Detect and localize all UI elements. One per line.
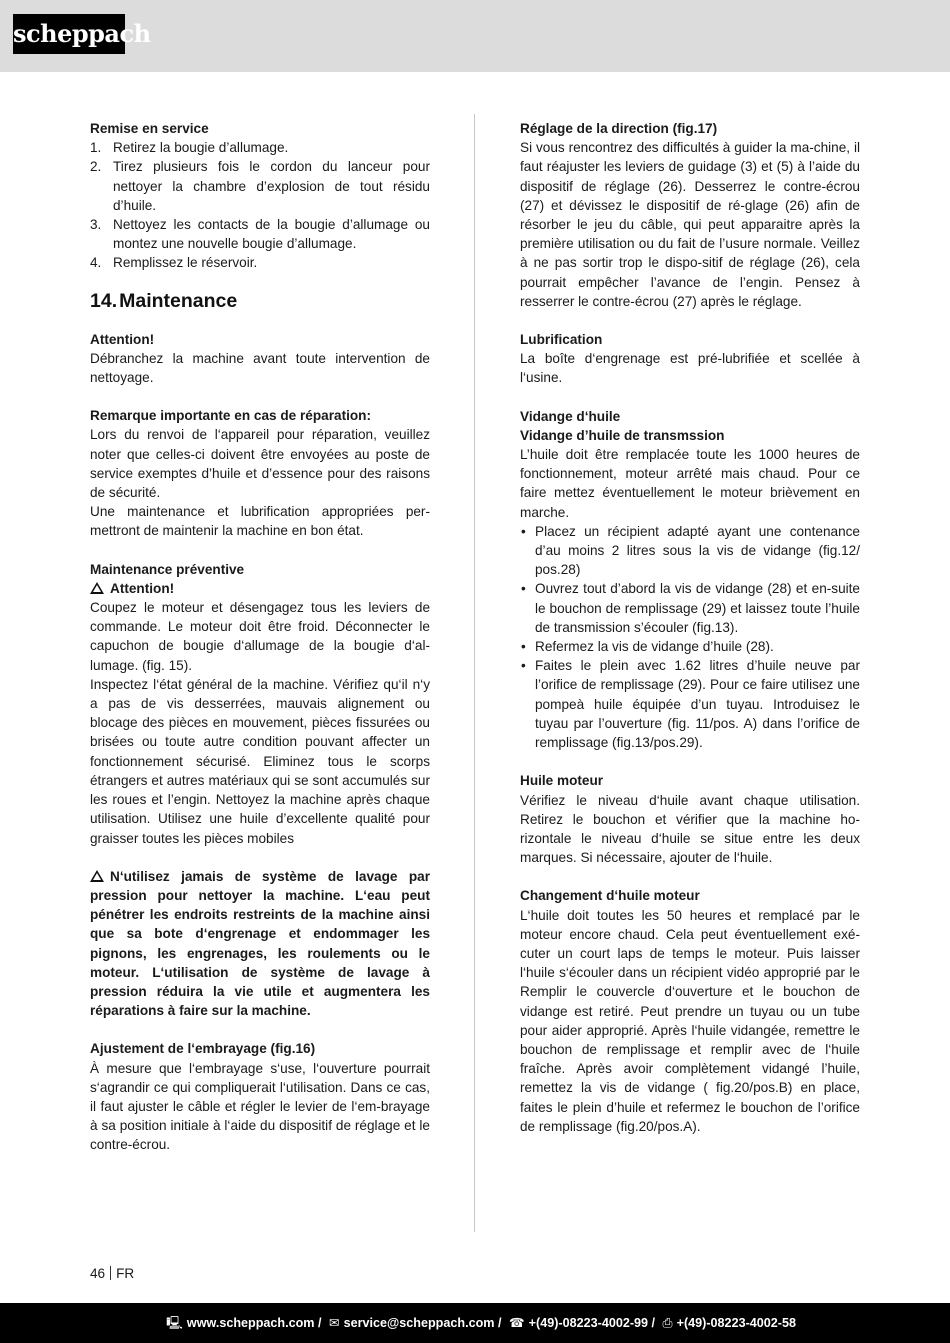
footer-website[interactable]: www.scheppach.com / — [186, 1316, 322, 1330]
page-header — [0, 0, 950, 72]
footer-email[interactable]: service@scheppach.com / — [343, 1316, 502, 1330]
huile-moteur-text: Vérifiez le niveau d‘huile avant chaque utilisation. Retirez le bouchon et vérifier que la machine ho-rizontale le niveau d‘huile se situe entre les deux marques. Si nécessaire, ajouter de l‘huile. — [520, 792, 860, 866]
page-footer — [0, 1303, 950, 1343]
direction-heading: Réglage de la direction (fig.17) — [520, 121, 718, 136]
remarque-text: Lors du renvoi de l‘appareil pour réparation, veuillez noter que celles-ci doivent être envoyées au poste de service exemptes d’huile et d’essence pour des raisons de sécurité. — [90, 427, 430, 501]
list-item: • Ouvrez tout d’abord la vis de vidange (28) et en-suite le bouchon de remplissage (29) et laissez toute l’huile de transmission s’écouler (fig.13). — [520, 579, 860, 637]
list-item: 2. Tirez plusieurs fois le cordon du lanceur pour nettoyer la chambre d’explosion de tout résidu d’huile. — [90, 159, 430, 213]
pressure-wash-warning: N‘utilisez jamais de système de lavage par pression pour nettoyer la machine. L‘eau peut pénétrer les endroits restreints de la machine ainsi que sa bote d‘engrenage et endommager les pignons, les engrenages, les roulements ou le moteur. L‘utilisation de système de lavage à pression réduira la vie utile et augmentera les réparations à faire sur la machine. — [90, 868, 430, 1019]
lubrification-text: La boîte d‘engrenage est pré-lubrifiée et scellée à l‘usine. — [520, 351, 860, 386]
email-icon: ✉ — [329, 1316, 340, 1330]
remise-list — [90, 138, 430, 272]
list-item: • Faites le plein avec 1.62 litres d’huile neuve par l’orifice de remplissage (29). Pour ce faire utilisez une pompeà huile équipée d’un tuyau. Introduisez le tuyau par l’ouverture (fig. 11/pos. A) dans l’orifice de remplissage (fig.13/pos.29). — [520, 656, 860, 752]
vidange-subheading: Vidange d’huile de transmssion — [520, 427, 725, 443]
warning-heading: Attention! — [90, 579, 430, 598]
changement-text: L‘huile doit toutes les 50 heures et remplacé par le moteur encore chaud. Cela peut éventuellement exé-cuter un court laps de temps le moteur. Puis laisser l‘huile s‘écouler dans un récipient vidéo approprié par le Remplir le couvercle d‘ouverture et le bouchon de vidange est retiré. Peut prendre un tuyau ou un tube pour aider approprié. Après l‘huile vidangée, remettre le bouchon de remplissage et remplir avec de l‘huile fraîche. Après avoir complètement vidangé l’huile, remettez la vis de vidange ( fig.20/pos.B) en place, faites le plein d’huile et refermez le bouchon de l’orifice de remplissage (fig.20/pos.A). — [520, 907, 860, 1134]
maintenance-preventive-heading: Maintenance préventive — [90, 561, 245, 577]
bullet: • — [521, 523, 526, 539]
attention-text: Débranchez la machine avant toute intervention de nettoyage. — [90, 350, 430, 386]
list-item: 1. Retirez la bougie d’allumage. — [90, 140, 289, 156]
column-divider — [474, 114, 475, 1232]
list-item: 4. Remplissez le réservoir. — [90, 255, 258, 271]
remise-heading: Remise en service — [90, 121, 209, 136]
vidange-heading: Vidange d‘huile — [520, 408, 621, 424]
footer-fax: +(49)-08223-4002-58 — [676, 1316, 796, 1330]
bullet: • — [521, 658, 526, 674]
vidange-list — [520, 522, 860, 752]
embrayage-heading: Ajustement de l‘embrayage (fig.16) — [90, 1041, 316, 1057]
embrayage-text: À mesure que l‘embrayage s‘use, l‘ouverture pourrait s‘agrandir ce qui compliquerait l‘utilisation. Dans ce cas, il faut ajuster le câble et régler le levier de l‘em-brayage à sa position initiale à l‘aide du dispositif de réglage et le contre-écrou. — [90, 1060, 430, 1153]
page-number: 46 FR — [90, 1266, 135, 1281]
warning-triangle-icon — [90, 582, 104, 594]
section-heading: 14. Maintenance — [90, 289, 238, 312]
huile-moteur-heading: Huile moteur — [520, 773, 604, 789]
list-item: • Placez un récipient adapté ayant une contenance d’au moins 2 litres sous la vis de vidange (fig.12/ pos.28) — [520, 522, 860, 580]
scheppach-logo: scheppach — [13, 14, 125, 54]
list-item: 3. Nettoyez les contacts de la bougie d’allumage ou montez une nouvelle bougie d’allumage. — [90, 217, 430, 252]
footer-phone: +(49)-08223-4002-99 / — [528, 1316, 656, 1330]
remarque-heading: Remarque importante en cas de réparation: — [90, 408, 372, 424]
list-item: • Refermez la vis de vidange d’huile (28). — [520, 637, 860, 656]
attention-heading: Attention! — [90, 331, 155, 347]
bullet: • — [521, 639, 526, 655]
bullet: • — [521, 581, 526, 597]
inspection-text: Inspectez l‘état général de la machine. Vérifiez qu‘il n‘y a pas de vis desserrées, mauvais alignement ou blocage des pièces en mouvement, pièces fissurées ou brisées ou toute autre condition pouvant affecter un fonctionnement sécurisé. Eliminez tous le scorps étrangers et autres matériaux qui se sont accumulés sur les roues et l’engin. Nettoyez la machine après chaque utilisation. Utilisez une huile d’excellente qualité pour graisser toutes les pièces mobiles — [90, 676, 430, 846]
vidange-text: L’huile doit être remplacée toute les 1000 heures de fonctionnement, moteur arrêté mais chaud. Pour ce faire mettez éventuellement le moteur brièvement en marche. — [520, 447, 860, 520]
right-column — [520, 119, 860, 1136]
separator — [110, 1266, 111, 1280]
direction-text: Si vous rencontrez des difficultés à guider la ma-chine, il faut réajuster les leviers de guidage (3) et (5) à l’aide du dispositif de réglage (26). Desserrez le contre-écrou (27) et dévissez le dispositif de ré-glage (26) afin de résorber le jeu du câble, qui peut apparaitre après la première utilisation ou du fait de l’usure normale. Veillez à ne pas sortir trop le dispo-sitif de réglage (26), cela pourrait empêcher l’avance de l’engin. Pensez à resserrer le contre-écrou (27) après le réglage. — [520, 140, 860, 309]
remarque-text-2: Une maintenance et lubrification appropriées per-mettront de maintenir la machine en bon état. — [90, 504, 430, 539]
warning-triangle-icon — [90, 870, 104, 882]
computer-icon: 🖳 — [166, 1316, 183, 1330]
fax-icon: ⎙ — [662, 1316, 673, 1330]
left-column — [90, 119, 430, 1155]
phone-icon: ☎ — [508, 1316, 525, 1330]
preventive-text: Coupez le moteur et désengagez tous les leviers de commande. Le moteur doit être froid. Déconnecter le capuchon de bougie d‘allumage de la bougie d‘al-lumage. (fig. 15). — [90, 600, 430, 673]
changement-heading: Changement d‘huile moteur — [520, 888, 700, 904]
lubrification-heading: Lubrification — [520, 332, 603, 348]
